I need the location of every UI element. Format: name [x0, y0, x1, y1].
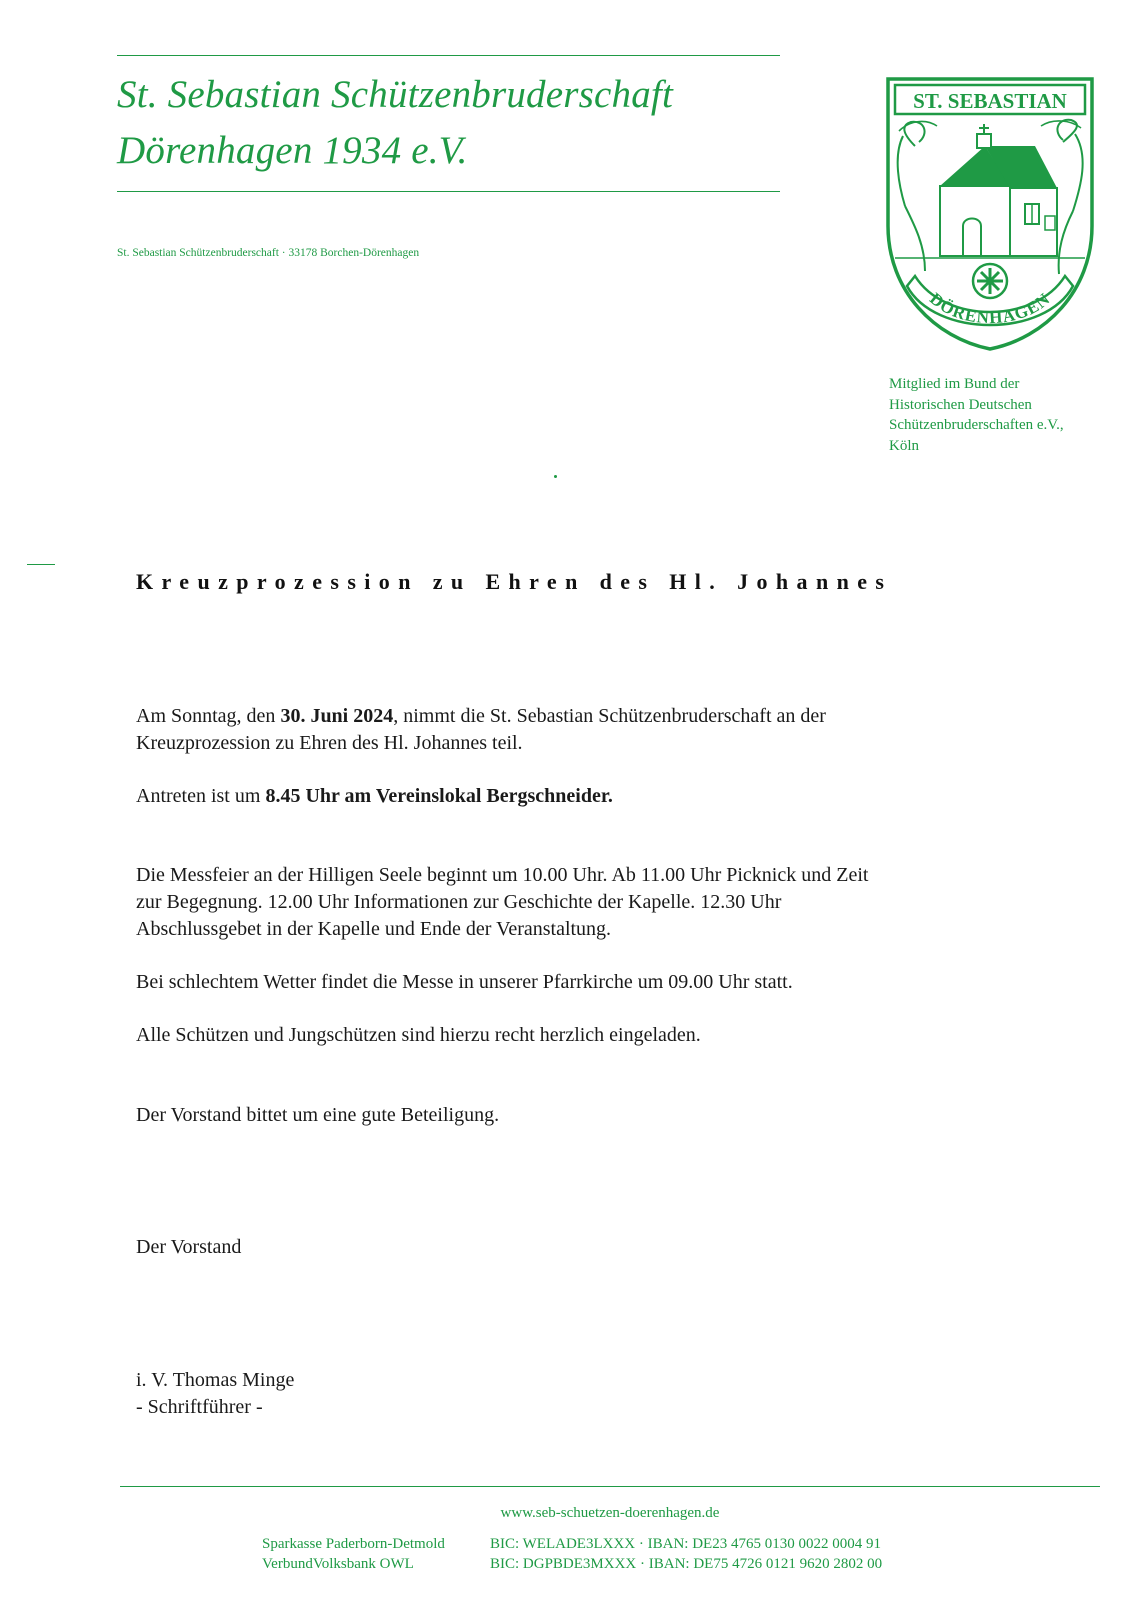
- bank-details-2: BIC: DGPBDE3MXXX · IBAN: DE75 4726 0121 9620 2802 00: [490, 1556, 883, 1572]
- fold-mark: [27, 564, 55, 565]
- bank-name-2: VerbundVolksbank OWL: [262, 1556, 414, 1572]
- sender-address-line: St. Sebastian Schützenbruderschaft · 33178 Borchen-Dörenhagen: [117, 247, 420, 259]
- bank-details-1: BIC: WELADE3LXXX · IBAN: DE23 4765 0130 0022 0004 91: [490, 1536, 881, 1552]
- signer-role: - Schriftführer -: [136, 1396, 263, 1418]
- paragraph-date: [136, 703, 826, 757]
- website-link[interactable]: www.seb-schuetzen-doerenhagen.de: [500, 1505, 720, 1521]
- schedule-line: Abschlussgebet in der Kapelle und Ende der Veranstaltung.: [136, 918, 612, 940]
- membership-line: Historischen Deutschen: [889, 396, 1032, 413]
- paragraph-request: Der Vorstand bittet um eine gute Beteiligung.: [136, 1104, 500, 1126]
- paragraph-assembly: Antreten ist um 8.45 Uhr am Vereinslokal Bergschneider.: [136, 785, 613, 807]
- schedule-line: Die Messfeier an der Hilligen Seele beginnt um 10.00 Uhr. Ab 11.00 Uhr Picknick und Zeit: [136, 864, 869, 886]
- membership-note: [889, 374, 1064, 456]
- assembly-time-place: 8.45 Uhr am Vereinslokal Bergschneider.: [265, 785, 613, 807]
- closing: Der Vorstand: [136, 1236, 242, 1258]
- top-rule: [117, 55, 780, 56]
- footer-rule: [120, 1486, 1100, 1487]
- organization-title-line-2: Dörenhagen 1934 e.V.: [117, 129, 468, 172]
- paragraph-schedule: [136, 862, 868, 943]
- event-date: 30. Juni 2024: [280, 705, 394, 727]
- paragraph-weather: Bei schlechtem Wetter findet die Messe in unserer Pfarrkirche um 09.00 Uhr statt.: [136, 971, 793, 993]
- letter-heading: Kreuzprozession zu Ehren des Hl. Johannes: [136, 569, 893, 594]
- bank-name-1: Sparkasse Paderborn-Detmold: [262, 1536, 445, 1552]
- membership-line: Köln: [889, 437, 919, 454]
- paragraph-date-line-2: Kreuzprozession zu Ehren des Hl. Johannes teil.: [136, 732, 523, 754]
- membership-line: Mitglied im Bund der: [889, 376, 1020, 392]
- logo-bottom-text: DÖRENHAGEN: [926, 288, 1054, 328]
- membership-line: Schützenbruderschaften e.V.,: [889, 417, 1064, 433]
- paragraph-invitation: Alle Schützen und Jungschützen sind hierzu recht herzlich eingeladen.: [136, 1024, 701, 1046]
- organization-title-line-1: St. Sebastian Schützenbruderschaft: [117, 73, 673, 116]
- coat-of-arms-logo: [885, 76, 1095, 352]
- decorative-dot: [554, 475, 557, 478]
- signer-name: i. V. Thomas Minge: [136, 1369, 295, 1391]
- paragraph-date-line-1: Am Sonntag, den 30. Juni 2024, nimmt die St. Sebastian Schützenbruderschaft an der: [136, 705, 826, 727]
- logo-top-text: ST. SEBASTIAN: [913, 89, 1067, 113]
- schedule-line: zur Begegnung. 12.00 Uhr Informationen zur Geschichte der Kapelle. 12.30 Uhr: [136, 891, 782, 913]
- title-underline-rule: [117, 191, 780, 192]
